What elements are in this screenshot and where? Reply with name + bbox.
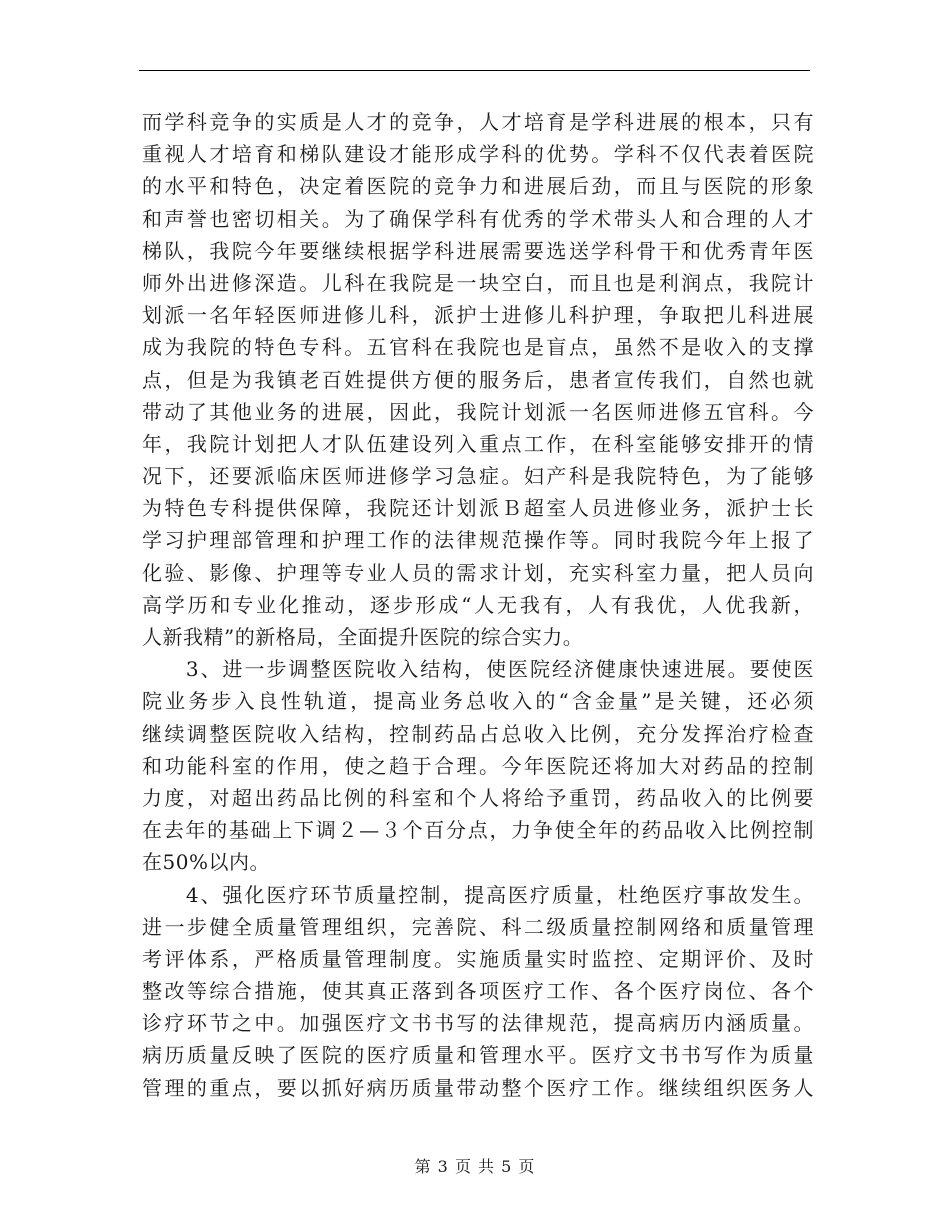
- text-line: 年，我院计划把人才队伍建设列入重点工作，在科室能够安排开的情: [142, 431, 814, 456]
- text-line: 在50%以内。: [142, 850, 270, 875]
- text-line: 师外出进修深造。儿科在我院是一块空白，而且也是利润点，我院计: [142, 270, 814, 295]
- text-line: 为特色专科提供保障，我院还计划派Ｂ超室人员进修业务，派护士长: [142, 496, 814, 521]
- text-line: 的水平和特色，决定着医院的竞争力和进展后劲，而且与医院的形象: [142, 174, 814, 199]
- text-line: 人新我精”的新格局，全面提升医院的综合实力。: [142, 625, 584, 649]
- text-line: 梯队，我院今年要继续根据学科进展需要选送学科骨干和优秀青年医: [142, 238, 814, 263]
- text-line: 整改等综合措施，使其真正落到各项医疗工作、各个医疗岗位、各个: [142, 979, 814, 1004]
- header-rule: [139, 70, 810, 71]
- text-line: 而学科竞争的实质是人才的竞争，人才培育是学科进展的根本，只有: [142, 110, 814, 134]
- document-body: [142, 106, 814, 1104]
- text-line: 诊疗环节之中。加强医疗文书书写的法律规范，提高病历内涵质量。: [142, 1011, 814, 1036]
- text-line: 4、强化医疗环节质量控制，提高医疗质量，杜绝医疗事故发生。: [142, 882, 814, 907]
- page-number: 第 3 页 共 5 页: [414, 1157, 536, 1176]
- text-line: 在去年的基础上下调２—３个百分点，力争使全年的药品收入比例控制: [142, 818, 814, 843]
- text-line: 学习护理部管理和护理工作的法律规范操作等。同时我院今年上报了: [142, 528, 814, 553]
- text-line: 和声誉也密切相关。为了确保学科有优秀的学术带头人和合理的人才: [142, 206, 814, 231]
- text-line: 考评体系，严格质量管理制度。实施质量实时监控、定期评价、及时: [142, 946, 814, 971]
- text-line: 划派一名年轻医师进修儿科，派护士进修儿科护理，争取把儿科进展: [142, 303, 814, 328]
- text-line: 重视人才培育和梯队建设才能形成学科的优势。学科不仅代表着医院: [142, 142, 814, 167]
- text-line: 3、进一步调整医院收入结构，使医院经济健康快速进展。要使医: [142, 657, 814, 682]
- text-line: 点，但是为我镇老百姓提供方便的服务后，患者宣传我们，自然也就: [142, 367, 814, 392]
- text-line: 带动了其他业务的进展，因此，我院计划派一名医师进修五官科。今: [142, 399, 814, 424]
- text-line: 化验、影像、护理等专业人员的需求计划，充实科室力量，把人员向: [142, 560, 814, 585]
- text-line: 病历质量反映了医院的医疗质量和管理水平。医疗文书书写作为质量: [142, 1043, 814, 1068]
- text-line: 管理的重点，要以抓好病历质量带动整个医疗工作。继续组织医务人: [142, 1075, 814, 1100]
- text-line: 成为我院的特色专科。五官科在我院也是盲点，虽然不是收入的支撑: [142, 335, 814, 360]
- text-line: 进一步健全质量管理组织，完善院、科二级质量控制网络和质量管理: [142, 914, 814, 939]
- text-line: 院业务步入良性轨道，提高业务总收入的“含金量”是关键，还必须: [142, 689, 814, 714]
- text-line: 高学历和专业化推动，逐步形成“人无我有，人有我优，人优我新，: [142, 592, 814, 617]
- text-line: 力度，对超出药品比例的科室和个人将给予重罚，药品收入的比例要: [142, 785, 814, 810]
- text-line: 和功能科室的作用，使之趋于合理。今年医院还将加大对药品的控制: [142, 753, 814, 778]
- text-line: 继续调整医院收入结构，控制药品占总收入比例，充分发挥治疗检查: [142, 721, 814, 746]
- text-line: 况下，还要派临床医师进修学习急症。妇产科是我院特色，为了能够: [142, 464, 814, 489]
